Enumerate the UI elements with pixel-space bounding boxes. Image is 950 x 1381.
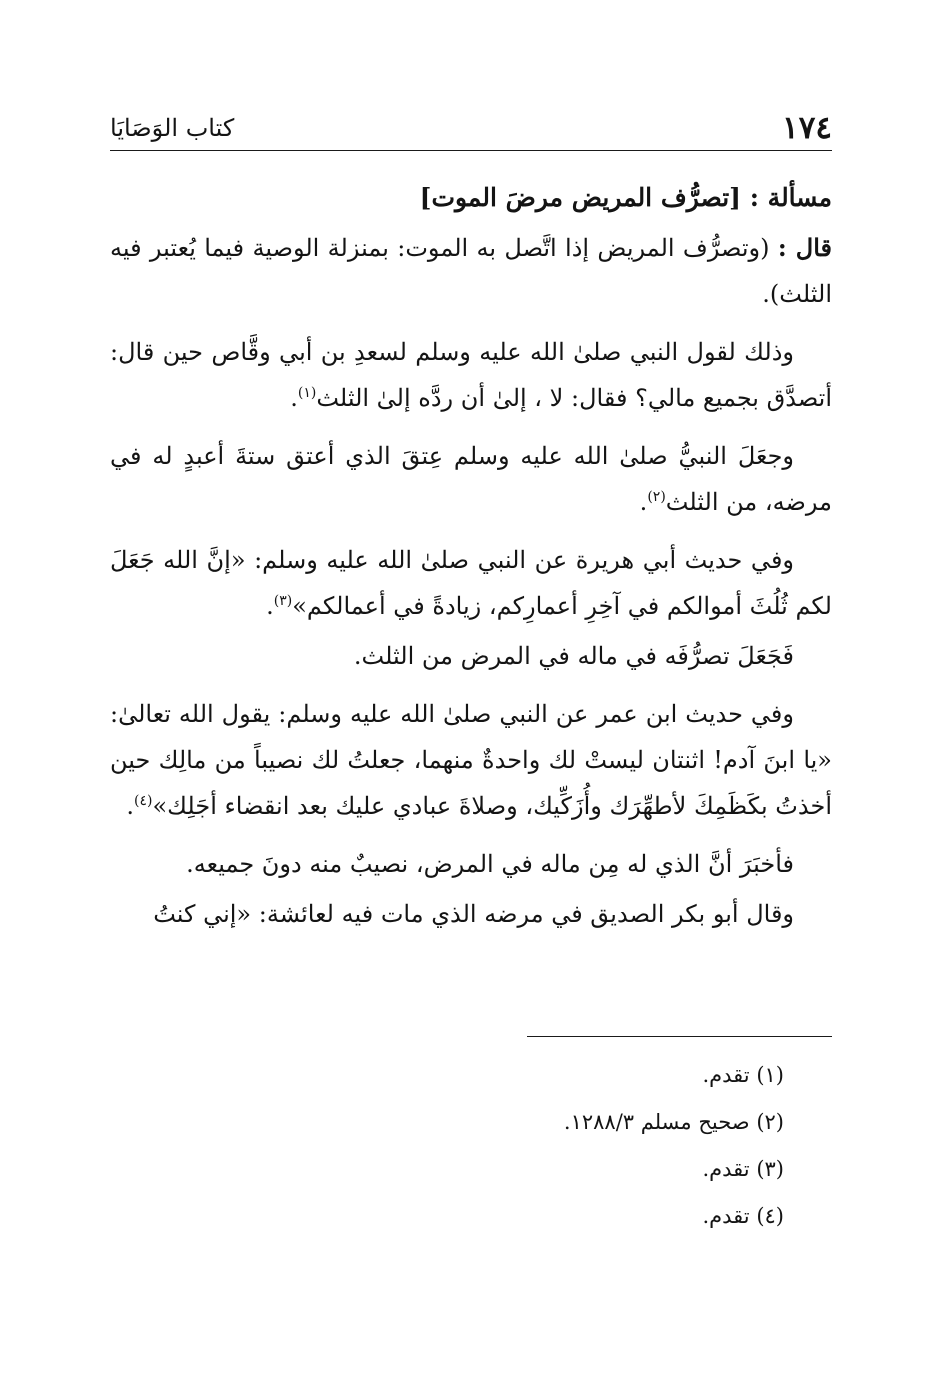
paragraph <box>110 225 832 317</box>
paragraph-text: وذلك لقول النبي صلىٰ الله عليه وسلم لسعدِ بن أبي وقَّاص حين قال: أتصدَّق بجميع مالي؟ فقال: لا ، إلىٰ أن ردَّه إلىٰ الثلث <box>110 338 832 412</box>
page-header <box>110 108 832 148</box>
section-heading <box>110 175 832 221</box>
paragraph <box>110 691 832 829</box>
header-divider <box>110 150 832 151</box>
footnote-ref: (١) <box>297 385 317 401</box>
paragraph <box>110 891 832 937</box>
paragraph-tail: . <box>639 488 648 516</box>
paragraph-tail: . <box>266 592 274 620</box>
footnote-number: (١) <box>756 1063 784 1087</box>
footnote-number: (٢) <box>756 1110 784 1134</box>
footnote <box>110 1099 784 1146</box>
footnote-number: (٣) <box>756 1157 784 1181</box>
running-title: كتاب الوَصَايَا <box>110 114 235 142</box>
footnote-text: تقدم. <box>702 1204 750 1228</box>
paragraph <box>110 329 832 421</box>
paragraph <box>110 841 832 887</box>
footnote-ref: (٤) <box>134 793 153 809</box>
paragraph-tail: . <box>290 384 298 412</box>
heading-title: [تصرُّف المريض مرضَ الموت] <box>419 183 742 212</box>
paragraph-text: وفي حديث أبي هريرة عن النبي صلىٰ الله عليه وسلم: «إنَّ الله جَعَلَ لكم ثُلُثَ أموالكم في آخِرِ أعمارِكم، زيادةً في أعمالكم» <box>110 546 832 620</box>
footnote-divider <box>527 1036 832 1037</box>
main-text <box>110 175 832 949</box>
book-page <box>110 0 832 1381</box>
footnote-ref: (٢) <box>647 489 666 505</box>
paragraph <box>110 433 832 525</box>
footnote-text: تقدم. <box>702 1063 750 1087</box>
paragraph-text: فَجَعَلَ تصرُّفَه في ماله في المرض من الثلث. <box>353 642 794 670</box>
footnote-text: صحيح مسلم ١٢٨٨/٣. <box>563 1110 750 1134</box>
page-number: ١٧٤ <box>782 110 832 146</box>
footnote-number: (٤) <box>756 1204 784 1228</box>
paragraph <box>110 633 832 679</box>
paragraph-text: فأخبَرَ أنَّ الذي له مِن ماله في المرض، نصيبٌ منه دونَ جميعه. <box>186 850 794 878</box>
paragraph-text: وجعَلَ النبيُّ صلىٰ الله عليه وسلم عِتقَ الذي أعتق ستةَ أعبدٍ له في مرضه، من الثلث <box>110 442 832 516</box>
footnote-ref: (٣) <box>273 593 293 609</box>
paragraph <box>110 537 832 629</box>
footnote <box>110 1193 784 1240</box>
footnote <box>110 1052 784 1099</box>
footnote-text: تقدم. <box>702 1157 750 1181</box>
paragraph-lead: قال : <box>777 233 832 262</box>
paragraph-tail: . <box>126 792 135 820</box>
heading-lead: مسألة : <box>749 183 832 212</box>
paragraph-text: (وتصرُّف المريض إذا اتَّصل به الموت: بمنزلة الوصية فيما يُعتبر فيه الثلث). <box>110 234 832 308</box>
paragraph-text: وفي حديث ابن عمر عن النبي صلىٰ الله عليه وسلم: يقول الله تعالىٰ: «يا ابنَ آدم! اثنتان ليستْ لك واحدةٌ منهما، جعلتُ لك نصيباً من مالِك حين أخذتُ بكَظَمِكَ لأطهِّرَك وأُزَكِّيك، وصلاةَ عبادي عليك بعد انقضاء أجَلِك» <box>110 700 832 820</box>
footnote <box>110 1146 784 1193</box>
paragraph-text: وقال أبو بكر الصديق في مرضه الذي مات فيه لعائشة: «إني كنتُ <box>153 900 794 928</box>
footnotes <box>110 1052 784 1240</box>
